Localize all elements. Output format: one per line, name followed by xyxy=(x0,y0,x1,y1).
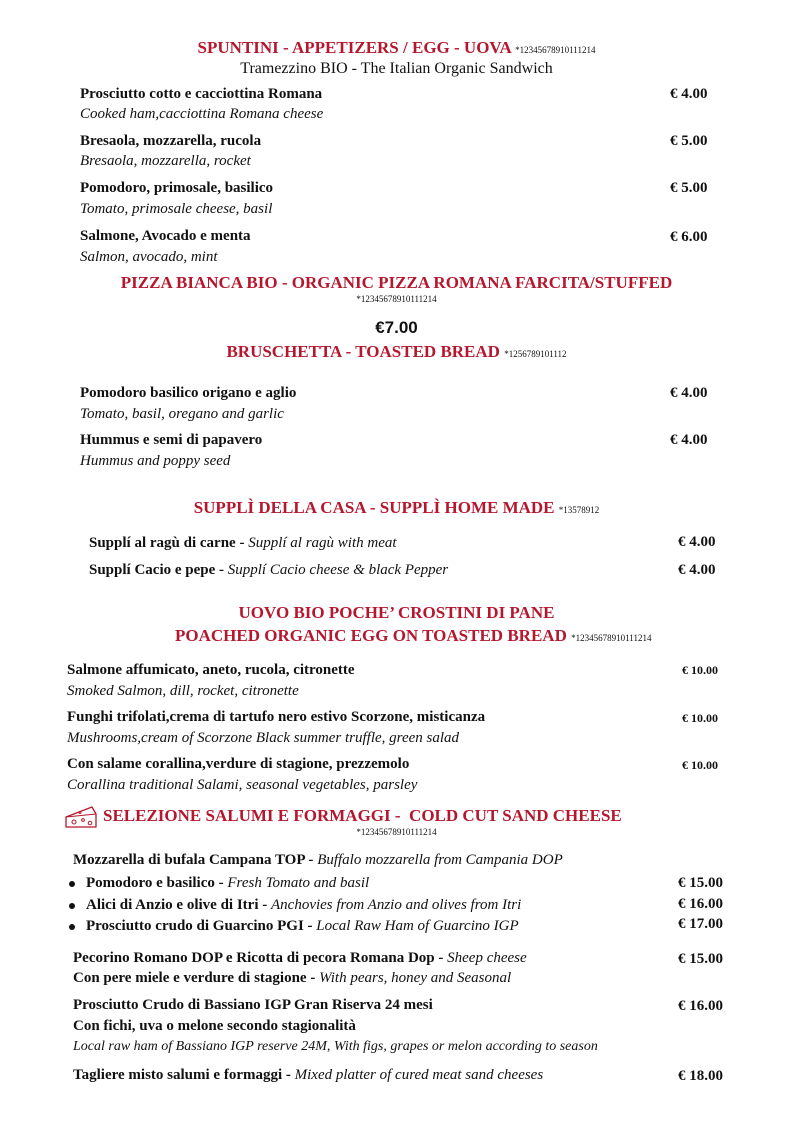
section-title-uovo-en: POACHED ORGANIC EGG ON TOASTED BREAD *12345678910111214 xyxy=(175,626,652,645)
item-name: Bresaola, mozzarella, rucola xyxy=(80,133,262,149)
item-name: Funghi trifolati,crema di tartufo nero estivo Scorzone, misticanza xyxy=(67,709,486,725)
item-price: € 10.00 xyxy=(682,663,718,677)
item-price: € 16.00 xyxy=(678,998,723,1014)
section-title-uovo: UOVO BIO POCHE’ CROSTINI DI PANE xyxy=(238,603,555,622)
item-price: € 15.00 xyxy=(678,951,723,967)
item-name: Hummus e semi di papavero xyxy=(80,432,263,448)
item-english: Corallina traditional Salami, seasonal vegetables, parsley xyxy=(67,777,418,793)
bullet xyxy=(69,924,75,930)
section-title-salumi: SELEZIONE SALUMI E FORMAGGI - COLD CUT SAND CHEESE xyxy=(103,806,622,825)
list-item: Pomodoro e basilico - Fresh Tomato and basil xyxy=(86,875,370,891)
item-price: € 16.00 xyxy=(678,896,723,912)
item-price: € 5.00 xyxy=(670,133,708,149)
item-english: Tomato, basil, oregano and garlic xyxy=(80,406,284,422)
list-item: Alici di Anzio e olive di Itri - Anchovies from Anzio and olives from Itri xyxy=(86,897,522,913)
item-english: Bresaola, mozzarella, rocket xyxy=(80,153,251,169)
section-title-spuntini: SPUNTINI - APPETIZERS / EGG - UOVA *12345678910111214 xyxy=(197,38,596,57)
item-price: € 4.00 xyxy=(670,432,708,448)
item-name: Pomodoro, primosale, basilico xyxy=(80,180,274,196)
list-item: Tagliere misto salumi e formaggi - Mixed platter of cured meat sand cheeses xyxy=(73,1067,544,1083)
allergen-note: *12345678910111214 xyxy=(571,633,652,643)
item-price: € 6.00 xyxy=(670,229,708,245)
section-title-bruschetta: BRUSCHETTA - TOASTED BREAD *1256789101112 xyxy=(226,342,567,361)
list-item: Con pere miele e verdure di stagione - With pears, honey and Seasonal xyxy=(73,970,512,986)
mozzarella-heading: Mozzarella di bufala Campana TOP - Buffalo mozzarella from Campania DOP xyxy=(73,852,563,868)
item-english: Cooked ham,cacciottina Romana cheese xyxy=(80,106,324,122)
item-name: Con fichi, uva o melone secondo stagionalità xyxy=(73,1018,356,1034)
bullet xyxy=(69,903,75,909)
item-price: € 4.00 xyxy=(678,534,716,550)
item-price: € 15.00 xyxy=(678,875,723,891)
item-price: € 4.00 xyxy=(670,86,708,102)
bullet xyxy=(69,881,75,887)
item-english: Local raw ham of Bassiano IGP reserve 24M, With figs, grapes or melon according to season xyxy=(73,1039,598,1054)
item-name: Prosciutto Crudo di Bassiano IGP Gran Riserva 24 mesi xyxy=(73,997,433,1013)
item-name: Prosciutto cotto e cacciottina Romana xyxy=(80,86,323,102)
list-item: Supplí al ragù di carne - Supplí al ragù with meat xyxy=(89,535,397,551)
item-english: Hummus and poppy seed xyxy=(80,453,231,469)
item-price: € 4.00 xyxy=(670,385,708,401)
item-english: Salmon, avocado, mint xyxy=(80,249,218,265)
section-title-suppli: SUPPLÌ DELLA CASA - SUPPLÌ HOME MADE *13578912 xyxy=(193,498,600,517)
allergen-note: *12345678910111214 xyxy=(356,294,437,304)
item-name: Salmone, Avocado e menta xyxy=(80,228,251,244)
allergen-note: *12345678910111214 xyxy=(356,827,437,837)
allergen-note: *1256789101112 xyxy=(504,349,567,359)
item-price: € 17.00 xyxy=(678,916,723,932)
item-name: Pomodoro basilico origano e aglio xyxy=(80,385,297,401)
list-item: Pecorino Romano DOP e Ricotta di pecora Romana Dop - Sheep cheese xyxy=(73,950,527,966)
item-price: € 10.00 xyxy=(682,758,718,772)
list-item: Prosciutto crudo di Guarcino PGI - Local Raw Ham of Guarcino IGP xyxy=(86,918,519,934)
item-price: € 10.00 xyxy=(682,711,718,725)
pizza-price: €7.00 xyxy=(375,318,418,337)
item-english: Tomato, primosale cheese, basil xyxy=(80,201,273,217)
item-price: € 5.00 xyxy=(670,180,708,196)
item-price: € 18.00 xyxy=(678,1068,723,1084)
section-title-pizza: PIZZA BIANCA BIO - ORGANIC PIZZA ROMANA FARCITA/STUFFED xyxy=(120,273,673,292)
item-name: Con salame corallina,verdure di stagione, prezzemolo xyxy=(67,756,410,772)
item-price: € 4.00 xyxy=(678,562,716,578)
allergen-note: *13578912 xyxy=(558,505,600,515)
item-name: Salmone affumicato, aneto, rucola, citronette xyxy=(67,662,355,678)
item-english: Mushrooms,cream of Scorzone Black summer truffle, green salad xyxy=(67,730,460,746)
section-subtitle: Tramezzino BIO - The Italian Organic Sandwich xyxy=(240,60,553,77)
item-english: Smoked Salmon, dill, rocket, citronette xyxy=(67,683,299,699)
list-item: Supplí Cacio e pepe - Supplí Cacio cheese & black Pepper xyxy=(89,562,449,578)
allergen-note: *12345678910111214 xyxy=(515,45,596,55)
